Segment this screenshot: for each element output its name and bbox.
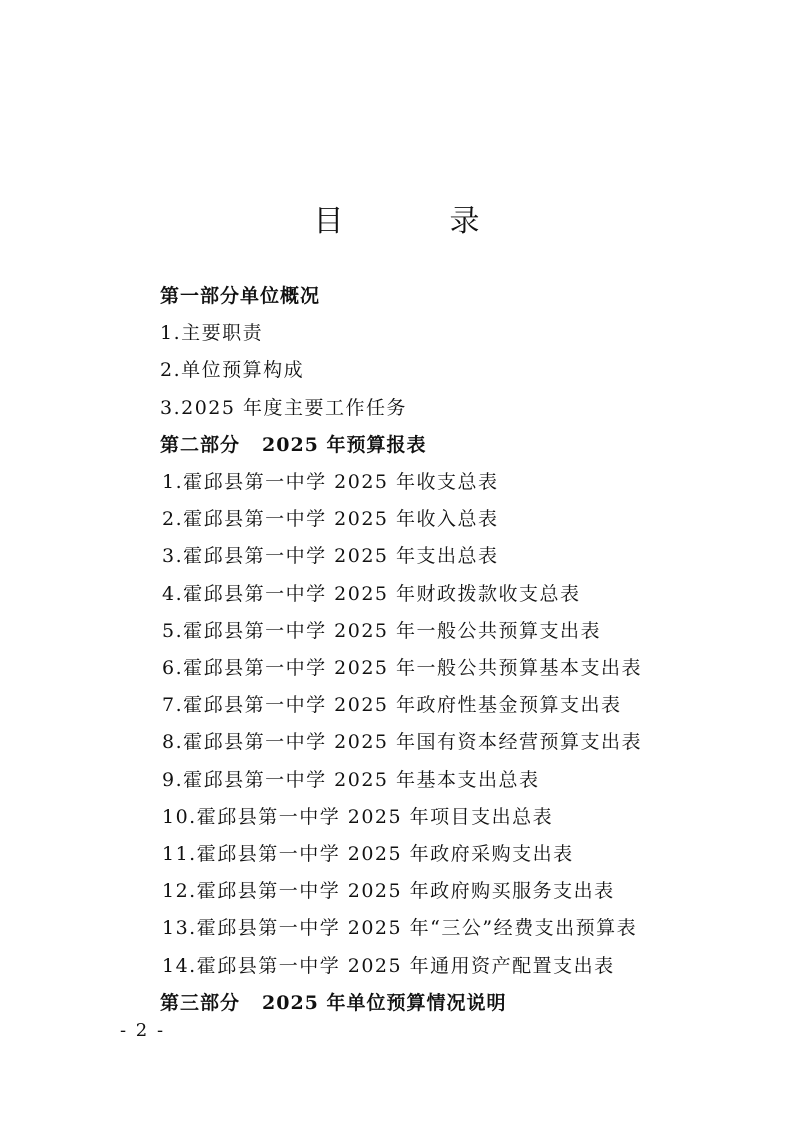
part3-heading — [160, 988, 507, 1015]
toc-item: 12.霍邱县第一中学 2025 年政府购买服务支出表 — [162, 880, 615, 902]
part1-heading: 第一部分单位概况 — [160, 285, 321, 307]
part2-heading-text: 2025 年预算报表 — [262, 434, 427, 456]
toc-item: 2.单位预算构成 — [160, 359, 305, 381]
toc-item: 8.霍邱县第一中学 2025 年国有资本经营预算支出表 — [162, 731, 643, 753]
toc-item: 3.2025 年度主要工作任务 — [160, 397, 408, 419]
page-number: - 2 - — [120, 1020, 166, 1041]
part3-heading-label: 第三部分 — [160, 992, 241, 1014]
toc-item: 4.霍邱县第一中学 2025 年财政拨款收支总表 — [162, 583, 581, 605]
toc-item: 11.霍邱县第一中学 2025 年政府采购支出表 — [162, 843, 574, 865]
toc-item: 1.主要职责 — [160, 322, 264, 344]
toc-item: 7.霍邱县第一中学 2025 年政府性基金预算支出表 — [162, 694, 622, 716]
part3-heading-text: 2025 年单位预算情况说明 — [262, 992, 507, 1014]
toc-item: 5.霍邱县第一中学 2025 年一般公共预算支出表 — [162, 620, 602, 642]
toc-item: 1.霍邱县第一中学 2025 年收支总表 — [162, 471, 499, 493]
part2-heading-label: 第二部分 — [160, 434, 241, 456]
toc-item: 14.霍邱县第一中学 2025 年通用资产配置支出表 — [162, 955, 615, 977]
toc-item: 3.霍邱县第一中学 2025 年支出总表 — [162, 545, 499, 567]
toc-item: 9.霍邱县第一中学 2025 年基本支出总表 — [162, 769, 540, 791]
toc-item: 13.霍邱县第一中学 2025 年“三公”经费支出预算表 — [162, 917, 638, 939]
toc-item: 6.霍邱县第一中学 2025 年一般公共预算基本支出表 — [162, 657, 643, 679]
part2-heading — [160, 430, 427, 457]
toc-item: 2.霍邱县第一中学 2025 年收入总表 — [162, 508, 499, 530]
toc-item: 10.霍邱县第一中学 2025 年项目支出总表 — [162, 806, 554, 828]
toc-title: 目 录 — [313, 204, 518, 239]
